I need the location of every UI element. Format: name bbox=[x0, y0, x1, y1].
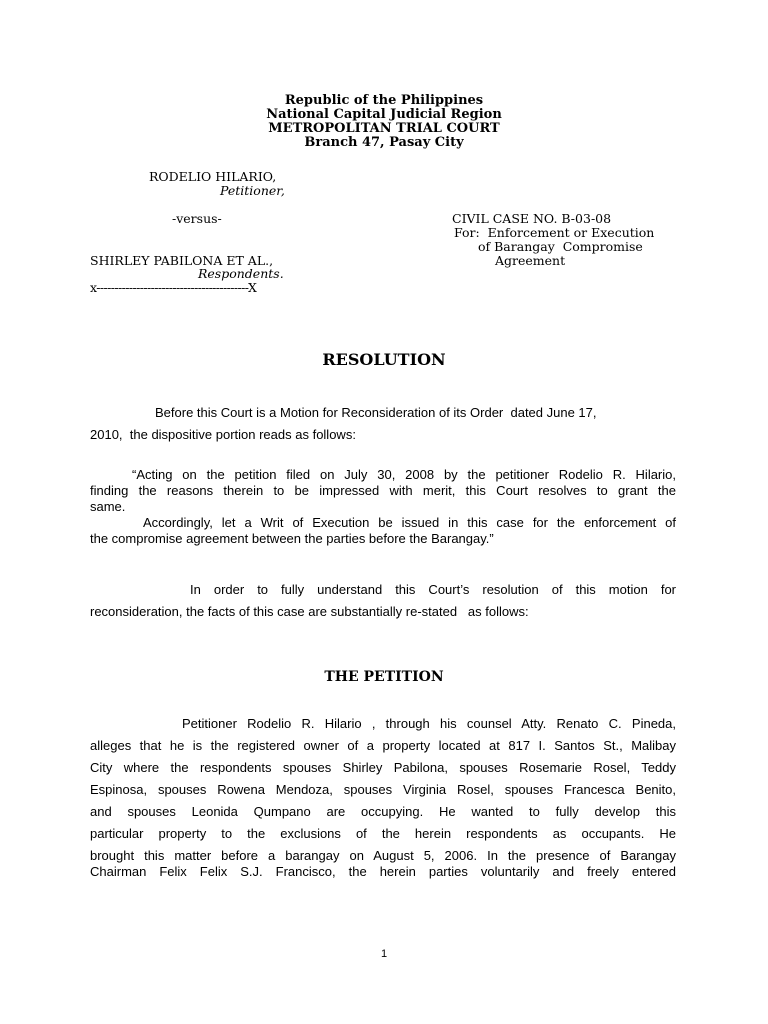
case-for-line2: of Barangay Compromise bbox=[478, 239, 643, 254]
petition-line-3: City where the respondents spouses Shirley Pabilona, spouses Rosemarie Rosel, Teddy bbox=[90, 760, 676, 775]
para2-line-1: In order to fully understand this Court’s resolution of this motion for bbox=[190, 582, 676, 597]
petitioner-name: RODELIO HILARIO, bbox=[149, 169, 277, 184]
section-title: THE PETITION bbox=[324, 669, 444, 685]
quote-line-1: “Acting on the petition filed on July 30, 2008 by the petitioner Rodelio R. Hilario, bbox=[132, 467, 676, 482]
intro-line-1: Before this Court is a Motion for Reconsideration of its Order dated June 17, bbox=[155, 405, 597, 420]
intro-line-2: 2010, the dispositive portion reads as follows: bbox=[90, 427, 356, 442]
case-number: CIVIL CASE NO. B-03-08 bbox=[452, 211, 612, 226]
respondent-role: Respondents. bbox=[198, 266, 284, 281]
document-title: RESOLUTION bbox=[322, 350, 446, 369]
header-republic: Republic of the Philippines bbox=[284, 93, 484, 108]
petition-line-5: and spouses Leonida Qumpano are occupying. He wanted to fully develop this bbox=[90, 804, 676, 819]
petition-line-8: Chairman Felix Felix S.J. Francisco, the herein parties voluntarily and freely entered bbox=[90, 864, 676, 879]
quote-line-3: same. bbox=[90, 499, 126, 514]
petition-line-1: Petitioner Rodelio R. Hilario , through his counsel Atty. Renato C. Pineda, bbox=[182, 716, 676, 731]
versus-label: -versus- bbox=[172, 211, 222, 226]
case-for-line3: Agreement bbox=[495, 253, 566, 268]
quote-line-5: the compromise agreement between the parties before the Barangay.” bbox=[90, 531, 494, 546]
petition-line-4: Espinosa, spouses Rowena Mendoza, spouses Virginia Rosel, spouses Francesca Benito, bbox=[90, 782, 676, 797]
petition-line-7: brought this matter before a barangay on August 5, 2006. In the presence of Barangay bbox=[90, 848, 676, 863]
case-for-line1: For: Enforcement or Execution bbox=[454, 225, 655, 240]
header-branch: Branch 47, Pasay City bbox=[304, 135, 464, 150]
petitioner-role: Petitioner, bbox=[220, 183, 285, 198]
header-court: METROPOLITAN TRIAL COURT bbox=[268, 121, 500, 136]
para2-line-2: reconsideration, the facts of this case are substantially re-stated as follows: bbox=[90, 604, 529, 619]
respondent-name: SHIRLEY PABILONA ET AL., bbox=[90, 253, 274, 268]
petition-line-6: particular property to the exclusions of the herein respondents as occupants. He bbox=[90, 826, 676, 841]
caption-separator: x------------------------------------------X bbox=[90, 280, 257, 295]
quote-line-2: finding the reasons therein to be impressed with merit, this Court resolves to grant the bbox=[90, 483, 676, 498]
quote-line-4: Accordingly, let a Writ of Execution be issued in this case for the enforcement of bbox=[143, 515, 676, 530]
page-number: 1 bbox=[380, 948, 388, 960]
header-region: National Capital Judicial Region bbox=[266, 107, 502, 122]
petition-line-2: alleges that he is the registered owner of a property located at 817 I. Santos St., Malibay bbox=[90, 738, 676, 753]
